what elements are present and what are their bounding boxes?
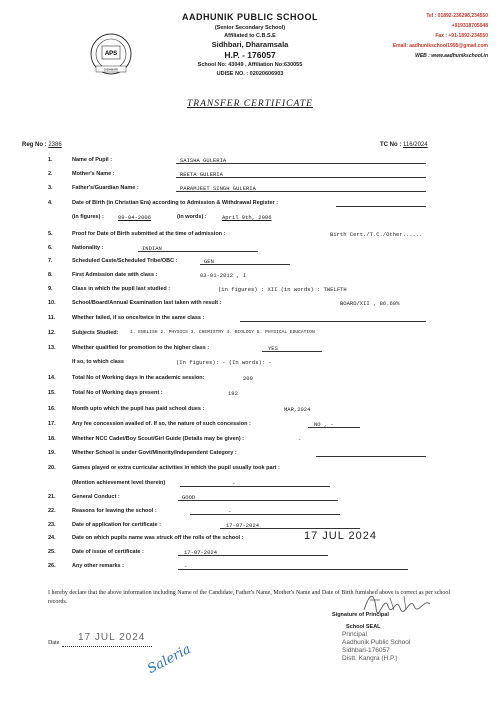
seal-label: School SEAL (346, 624, 381, 630)
row-20b-value: - (232, 480, 236, 487)
row-14-number: 14. (48, 375, 56, 381)
row-10-number: 10. (48, 300, 56, 306)
row-14-value: 209 (243, 375, 253, 382)
row-8-number: 8. (48, 272, 53, 278)
row-18-value: - (298, 436, 302, 443)
seal-line-1: Principal (342, 631, 367, 638)
date-label: Date (48, 640, 60, 646)
row-12-value: 1. ENGLISH 2. PHYSICS 3. CHEMISTRY 4. BIOLOGY 5. PHYSICAL EDUCATION (130, 330, 315, 335)
row-24-value-stamp: 17 JUL 2024 (304, 530, 377, 542)
logo-text: APS (104, 51, 118, 57)
row-10-label: School/Board/Annual Examination last taken with result : (72, 300, 222, 306)
dob-words-label: (in words) : (177, 214, 207, 220)
row-18-number: 18. (48, 436, 56, 442)
row-17-label: Any fee concession availed of. If so, the nature of such concession : (72, 421, 251, 427)
row-11-number: 11. (48, 315, 56, 321)
row-25-value: 17-07-2024 (184, 549, 218, 556)
row-15-number: 15. (48, 390, 56, 396)
date-stamp: 17 JUL 2024 (78, 632, 146, 643)
school-subtitle: (Senior Secondary School) (214, 25, 286, 31)
row-23-value: 17-07-2024 (226, 522, 260, 529)
row-20-number: 20. (48, 465, 56, 471)
row-20-label: Games played or extra curricular activities in which the pupil usually took part : (72, 465, 280, 471)
seal-line-3: Sidhbari-176057 (342, 647, 390, 654)
row-13b-label: If so, to which class (72, 359, 124, 365)
row-26-value: - (184, 563, 188, 570)
row-16-number: 16. (48, 406, 56, 412)
school-logo (88, 32, 134, 78)
seal-line-4: Distt. Kangra (H.P.) (342, 655, 398, 662)
website: WEB : www.aadhunikschool.in (415, 53, 488, 59)
row-16-label: Month upto which the pupil has paid school dues : (72, 406, 205, 412)
row-7-value: GEN (204, 258, 214, 265)
signature-label: Signature of Principal (332, 612, 389, 618)
row-25-label: Date of issue of certificate : (72, 549, 144, 555)
row-7-label: Scheduled Caste/Scheduled Tribe/OBC : (72, 258, 178, 264)
row-2-number: 2. (48, 171, 53, 177)
row-9-number: 9. (48, 286, 53, 292)
row-2-value: REETA GULERIA (180, 171, 223, 178)
row-5-number: 5. (48, 231, 53, 237)
row-18-label: Whether NCC Cadet/Boy Scout/Girl Guide (Details may be given) : (72, 436, 245, 442)
row-24-label: Date on which pupils name was struck off the rolls of the school : (72, 535, 244, 541)
row-12-number: 12. (48, 330, 56, 336)
student-signature: Saleria (145, 641, 194, 678)
row-23-number: 23. (48, 522, 56, 528)
row-3-number: 3. (48, 185, 53, 191)
row-9-value: (in figures) : XII (in words) : TWELFTH (218, 286, 347, 293)
row-22-value: - (228, 508, 232, 515)
row-4-number: 4. (48, 200, 53, 206)
row-26-label: Any other remarks : (72, 563, 124, 569)
row-14-label: Total No of Working days in the academic session: (72, 375, 205, 381)
logo-band-text: SIDHBARI (103, 67, 119, 72)
mobile: +919318705048 (451, 23, 488, 29)
place: Sidhbari, Dharamsala (211, 40, 289, 49)
udise: UDISE NO. : 02020606903 (216, 71, 284, 77)
email: Email: aadhunikschool1995@gmail.com (392, 43, 488, 49)
row-6-label: Nationality : (72, 245, 104, 251)
row-1-value: SAISHA GULERIA (180, 157, 227, 164)
dob-figures-value: 09-04-2006 (118, 214, 152, 221)
row-21-label: General Conduct : (72, 494, 120, 500)
row-13-number: 13. (48, 345, 56, 351)
row-7-number: 7. (48, 258, 53, 264)
row-16-value: MAR,2024 (284, 406, 311, 413)
row-13-label: Whether qualified for promotion to the higher class : (72, 345, 210, 351)
seal-line-2: Aadhunik Public School (342, 639, 411, 646)
row-8-label: First Admission date with class : (72, 272, 158, 278)
row-25-number: 25. (48, 549, 56, 555)
row-11-label: Whether failed, if so once/twice in the same class : (72, 315, 205, 321)
row-13b-value: (In figures): - (In words): - (176, 359, 272, 366)
declaration-text: I hereby declare that the above information including Name of the Candidate, Father's Name, Mother's Name and Date of Birth furnished above is correct as per school records. (48, 590, 451, 605)
fax: Fax : +91-1892-234550 (435, 33, 488, 39)
row-12-label: Subjects Studied: (72, 330, 119, 336)
row-20b-label: (Mention achievement level therein) (72, 480, 166, 486)
row-17-number: 17. (48, 421, 56, 427)
row-17-value: NO , - (314, 421, 334, 428)
row-6-number: 6. (48, 245, 53, 251)
row-15-label: Total No of Working days present : (72, 390, 163, 396)
row-8-value: 03-01-2012 , I (200, 272, 247, 279)
row-3-value: PARAMJEET SINGH GULERIA (180, 185, 256, 192)
certificate-title: TRANSFER CERTIFICATE (187, 99, 313, 109)
row-5-label: Proof for Date of Birth submitted at the time of admission : (72, 231, 226, 237)
school-name: AADHUNIK PUBLIC SCHOOL (182, 12, 318, 22)
row-26-number: 26. (48, 563, 56, 569)
row-19-label: Whether School is under Govt/Minority/Independent Category : (72, 450, 237, 456)
row-23-label: Date of application for certificate : (72, 522, 161, 528)
row-22-number: 22. (48, 508, 56, 514)
state-pin: H.P. - 176057 (224, 50, 276, 60)
row-15-value: 192 (228, 390, 238, 397)
row-4-label: Date of Birth (in Christian Era) according to Admission & Withdrawal Register : (72, 200, 279, 206)
row-19-number: 19. (48, 450, 56, 456)
dob-words-value: April 9th, 2006 (222, 214, 272, 221)
row-13-value: YES (268, 345, 278, 352)
tc-no: TC No : 116/2024 (380, 142, 428, 148)
row-22-label: Reasons for leaving the school : (72, 508, 157, 514)
row-6-value: INDIAN (142, 245, 162, 252)
row-10-value: BOARD/XII , 86.60% (340, 300, 400, 307)
dob-figures-label: (in figures) : (72, 214, 104, 220)
row-21-number: 21. (48, 494, 56, 500)
school-no: School No: 43049 , Affiliation No:630055 (197, 62, 303, 68)
row-2-label: Mother's Name : (72, 171, 115, 177)
row-1-number: 1. (48, 157, 53, 163)
row-21-value: GOOD (182, 494, 196, 501)
row-3-label: Father's/Guardian Name : (72, 185, 139, 191)
row-1-label: Name of Pupil : (72, 157, 113, 163)
row-24-number: 24. (48, 535, 56, 541)
tel: Tel : 01892-236298,234550 (426, 13, 488, 19)
row-5-value: Birth Cert./T.C./Other...... (330, 231, 423, 238)
row-9-label: Class in which the pupil last studied : (72, 286, 171, 292)
affiliation: Affiliated to C.B.S.E (224, 33, 276, 39)
reg-no: Reg No : 2386 (22, 142, 62, 148)
